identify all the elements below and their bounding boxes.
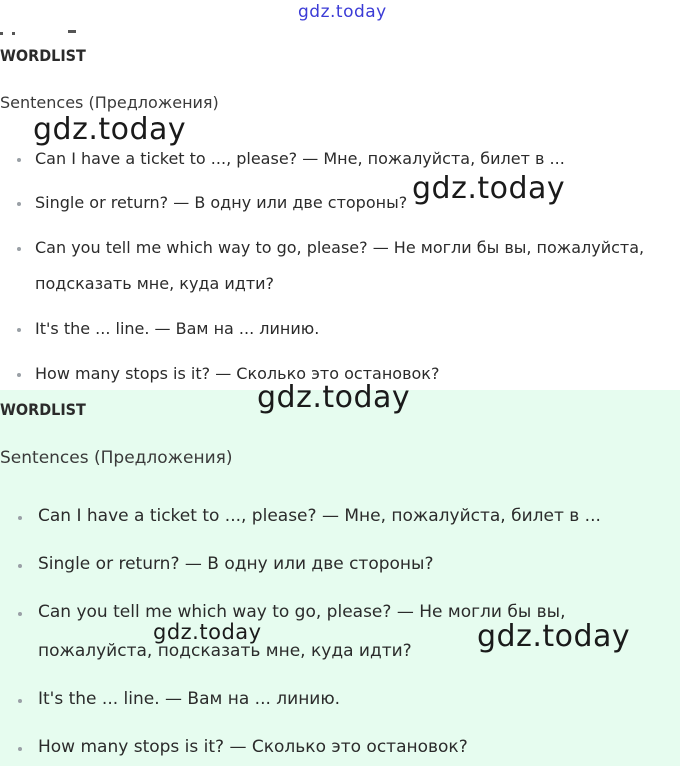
bullet-icon	[17, 158, 21, 162]
bullet-icon	[18, 747, 22, 751]
bullet-icon	[18, 516, 22, 520]
bullet-icon	[18, 699, 22, 703]
bullet-icon	[17, 328, 21, 332]
bullet-icon	[18, 564, 22, 568]
watermark: gdz.today	[257, 380, 411, 415]
bullet-icon	[17, 247, 21, 251]
list-item-text: пожалуйста, подсказать мне, куда идти?	[38, 641, 412, 661]
watermark: gdz.today	[153, 620, 262, 644]
list-item-text: It's the ... line. — Вам на ... линию.	[35, 319, 320, 338]
watermark: gdz.today	[412, 171, 566, 206]
bullet-icon	[17, 373, 21, 377]
watermark: gdz.today	[33, 112, 187, 147]
bullet-icon	[17, 202, 21, 206]
wordlist-panel-bottom	[0, 390, 680, 766]
list-item-text: How many stops is it? — Сколько это остановок?	[35, 364, 440, 383]
list-item-text: Can I have a ticket to ..., please? — Мне, пожалуйста, билет в ...	[35, 149, 565, 168]
sentences-subheading: Sentences (Предложения)	[0, 93, 219, 112]
wordlist-heading: WORDLIST	[0, 400, 86, 419]
cropped-text-fragment	[0, 30, 90, 38]
list-item-text: Can you tell me which way to go, please? — Не могли бы вы, пожалуйста,	[35, 238, 645, 257]
watermark: gdz.today	[477, 619, 631, 654]
list-item-text: Can you tell me which way to go, please? — Не могли бы вы,	[38, 602, 566, 622]
sentences-subheading: Sentences (Предложения)	[0, 448, 233, 468]
list-item-text: How many stops is it? — Сколько это остановок?	[38, 737, 468, 757]
list-item-text: Single or return? — В одну или две стороны?	[38, 554, 434, 574]
list-item-text: Single or return? — В одну или две стороны?	[35, 193, 408, 212]
wordlist-heading: WORDLIST	[0, 46, 86, 65]
list-item-text: Can I have a ticket to ..., please? — Мне, пожалуйста, билет в ...	[38, 506, 601, 526]
list-item-text: подсказать мне, куда идти?	[35, 274, 275, 293]
bullet-icon	[18, 612, 22, 616]
list-item-text: It's the ... line. — Вам на ... линию.	[38, 689, 341, 709]
watermark-top: gdz.today	[298, 2, 387, 22]
